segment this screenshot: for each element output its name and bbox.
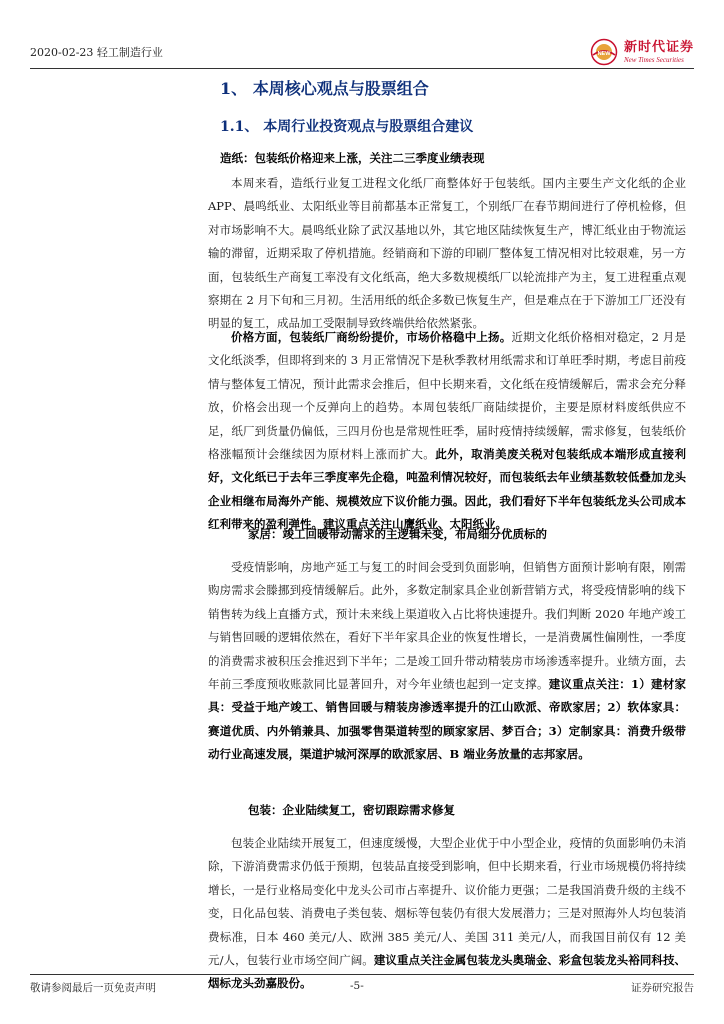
header-date-industry: 2020-02-23 轻工制造行业 bbox=[30, 46, 163, 59]
header-divider bbox=[30, 68, 694, 69]
paper-subhead: 造纸：包装纸价格迎来上涨，关注二三季度业绩表现 bbox=[220, 151, 485, 165]
paper-paragraph-2 bbox=[208, 326, 686, 537]
brand-name-cn: 新时代证券 bbox=[623, 39, 694, 55]
subsection-heading: 1.1、 本周行业投资观点与股票组合建议 bbox=[220, 119, 474, 135]
home-p-body: 受疫情影响，房地产延工与复工的时间会受到负面影响，但销售方面预计影响有限，刚需购房需求会滕挪到疫情缓解后。此外，多数定制家具企业创新营销方式，将受疫情影响的线下销售转为线上直播方式，预计未来线上渠道收入占比将快速提升。我们判断 2020 年地产竣工与销售回暖的逻辑依然在，看好下半年家具企业的恢复性增长，一是消费属性偏刚性，一季度的消费需求被积压会推迟到下半年；二是竣工回升带动精装房市场渗透率提升。业绩方面，去年前三季度预收账款同比显著回升，对今年业绩也起到一定支撑。 bbox=[208, 560, 686, 692]
pack-paragraph bbox=[208, 832, 686, 996]
paper-p2-lead: 价格方面，包装纸厂商纷纷提价，市场价格稳中上扬。 bbox=[231, 330, 512, 344]
paper-p2-tail: 此外，取消美废关税对包装纸成本端形成直接利好，文化纸已于去年三季度率先企稳，吨盈利情况较好，而包装纸去年业绩基数较低叠加龙头企业相继布局海外产能、规模效应下议价能力强。因此，我们看好下半年包装纸龙头公司成本红利带来的盈利弹性。建议重点关注山鹰纸业、太阳纸业。 bbox=[208, 447, 687, 532]
home-paragraph bbox=[208, 556, 686, 767]
paper-p1-text: 本周来看，造纸行业复工进程文化纸厂商整体好于包装纸。国内主要生产文化纸的企业 APP、晨鸣纸业、太阳纸业等目前都基本正常复工，个别纸厂在春节期间进行了停机检修，但对市场影响不大。晨鸣纸业除了武汉基地以外，其它地区陆续恢复生产，博汇纸业由于物流运输的滞留，近期采取了停机措施。经销商和下游的印刷厂整体复工情况相对比较艰难，另一方面，包装纸生产商复工率没有文化纸高，绝大多数规模纸厂以轮流排产为主，复工进程重点观察期在 2 月下旬和三月初。生活用纸的纸企多数已恢复生产，但是难点在于下游加工厂还没有明显的复工，成品加工受限制导致终端供给依然紧张。 bbox=[208, 176, 686, 331]
pack-p-body: 包装企业陆续开展复工，但速度缓慢，大型企业优于中小型企业，疫情的负面影响仍未消除，下游消费需求仍低于预期，包装品直接受到影响，但中长期来看，行业市场规模仍将持续增长，一是行业格局变化中龙头公司市占率提升、议价能力更强；二是我国消费升级的主线不变，日化品包装、消费电子类包装、烟标等包装仍有很大发展潜力；三是对照海外人均包装消费标准，日本 460 美元/人、欧洲 385 美元/人、美国 311 美元/人，而我国目前仅有 12 美元/人，包装行业市场空间广阔。 bbox=[208, 836, 686, 968]
home-subhead: 家居：竣工回暖带动需求的主逻辑未变，布局细分优质标的 bbox=[248, 527, 547, 541]
footer-divider bbox=[30, 974, 694, 975]
page-number: -5- bbox=[350, 980, 364, 992]
svg-text:NEW: NEW bbox=[597, 51, 611, 57]
pack-subhead: 包装：企业陆续复工，密切跟踪需求修复 bbox=[248, 803, 455, 817]
page-header bbox=[30, 38, 694, 68]
brand-name-en: New Times Securities bbox=[623, 55, 684, 64]
section-heading: 1、 本周核心观点与股票组合 bbox=[220, 79, 429, 98]
brand-emblem-icon bbox=[590, 38, 618, 66]
paper-paragraph-1 bbox=[208, 172, 686, 336]
brand-logo bbox=[590, 38, 694, 66]
footer-disclaimer: 敬请参阅最后一页免责声明 bbox=[30, 982, 156, 994]
footer-report-type: 证券研究报告 bbox=[631, 982, 694, 994]
home-p-tail: 建议重点关注：1）建材家具：受益于地产竣工、销售回暖与精装房渗透率提升的江山欧派、帝欧家居；2）软体家具：赛道优质、内外销兼具、加强零售渠道转型的顾家家居、梦百合；3）定制家具：消费升级带动行业高速发展，渠道护城河深厚的欧派家居、B 端业务放量的志邦家居。 bbox=[208, 677, 686, 762]
paper-p2-body: 近期文化纸价格相对稳定，2 月是文化纸淡季，但即将到来的 3 月正常情况下是秋季教材用纸需求和订单旺季时期，考虑目前疫情与整体复工情况，预计此需求会推后，但中长期来看，文化纸在疫情缓解后，需求会充分释放，价格会出现一个反弹向上的趋势。本周包装纸厂商陆续提价，主要是原材料废纸供应不足，纸厂到货量仍偏低，三四月份也是常规性旺季，届时疫情持续缓解，需求修复，包装纸价格涨幅预计会继续因为原材料上涨而扩大。 bbox=[208, 330, 686, 462]
pack-p-tail: 建议重点关注金属包装龙头奥瑞金、彩盒包装龙头裕同科技、烟标龙头劲嘉股份。 bbox=[208, 953, 687, 991]
